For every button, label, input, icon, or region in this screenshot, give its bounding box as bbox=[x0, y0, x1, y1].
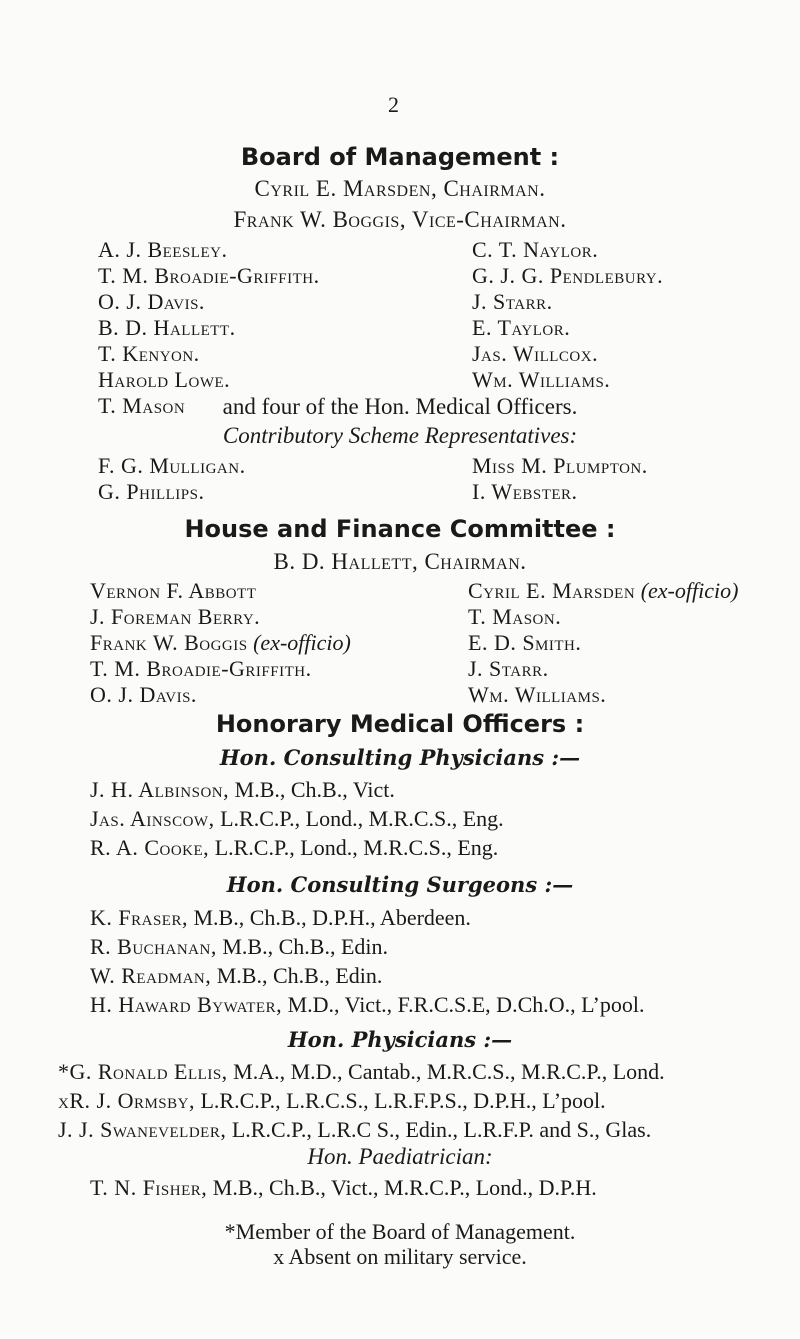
list-item: Miss M. Plumpton. bbox=[472, 453, 648, 478]
doctor-name: xR. J. Ormsby, bbox=[58, 1088, 195, 1113]
list-item bbox=[90, 682, 351, 708]
list-item bbox=[468, 656, 738, 682]
list-item: J. Starr. bbox=[472, 289, 553, 314]
doctor-entry bbox=[90, 961, 645, 990]
list-item bbox=[90, 630, 351, 656]
doctor-name: H. Haward Bywater, bbox=[90, 992, 283, 1017]
member-name: J. Foreman Berry. bbox=[90, 604, 261, 629]
house-finance-chairman: B. D. Hallett, Chairman. bbox=[273, 549, 527, 574]
member-name: O. J. Davis. bbox=[90, 682, 197, 707]
list-item bbox=[468, 682, 738, 708]
doctor-name: R. Buchanan, bbox=[90, 934, 217, 959]
paediatrician-heading: Hon. Paediatrician: bbox=[307, 1144, 493, 1169]
list-item bbox=[468, 578, 738, 604]
footnote-member: *Member of the Board of Management. bbox=[224, 1219, 576, 1244]
physicians-heading: Hon. Physicians :— bbox=[287, 1027, 513, 1052]
board-chairman: Cyril E. Marsden, Chairman. bbox=[254, 176, 546, 201]
member-note: (ex-officio) bbox=[635, 578, 739, 603]
list-item: Harold Lowe. bbox=[98, 367, 231, 392]
contributory-heading: Contributory Scheme Representatives: bbox=[222, 423, 578, 448]
doctor-qualifications: L.R.C.P., L.R.C S., Edin., L.R.F.P. and S., Glas. bbox=[226, 1117, 652, 1142]
doctor-entry bbox=[90, 903, 645, 932]
list-item bbox=[90, 578, 351, 604]
member-note: (ex-officio) bbox=[247, 630, 351, 655]
list-item bbox=[90, 604, 351, 630]
board-vice-chairman: Frank W. Boggis, Vice-Chairman. bbox=[233, 207, 567, 232]
member-name: Wm. Williams. bbox=[468, 682, 607, 707]
list-item: F. G. Mulligan. bbox=[98, 453, 246, 478]
member-name: Cyril E. Marsden bbox=[468, 578, 636, 603]
doctor-entry bbox=[58, 1115, 665, 1144]
board-right-list bbox=[472, 237, 663, 393]
house-left-list bbox=[90, 578, 351, 708]
doctor-qualifications: L.R.C.P., L.R.C.S., L.R.F.P.S., D.P.H., L’pool. bbox=[194, 1088, 606, 1113]
member-name: E. D. Smith. bbox=[468, 630, 582, 655]
contrib-right-list bbox=[472, 453, 648, 505]
list-item: C. T. Naylor. bbox=[472, 237, 599, 262]
board-medical-line: and four of the Hon. Medical Officers. bbox=[222, 394, 578, 419]
list-item: G. J. G. Pendlebury. bbox=[472, 263, 664, 288]
contrib-left-list bbox=[98, 453, 246, 505]
member-name: T. M. Broadie-Griffith. bbox=[90, 656, 312, 681]
doctor-name: J. H. Albinson, bbox=[90, 777, 230, 802]
member-name: Frank W. Boggis bbox=[90, 630, 248, 655]
list-item bbox=[90, 656, 351, 682]
member-name: T. Mason. bbox=[468, 604, 562, 629]
doctor-qualifications: M.B., Ch.B., Edin. bbox=[216, 934, 388, 959]
doctor-entry bbox=[90, 833, 504, 862]
doctor-name: J. J. Swanevelder, bbox=[58, 1117, 227, 1142]
doctor-qualifications: L.R.C.P., Lond., M.R.C.S., Eng. bbox=[214, 806, 504, 831]
doctor-qualifications: M.B., Ch.B., Edin. bbox=[211, 963, 383, 988]
doctor-qualifications: L.R.C.P., Lond., M.R.C.S., Eng. bbox=[209, 835, 499, 860]
list-item: T. Mason bbox=[98, 393, 186, 418]
list-item: Jas. Willcox. bbox=[472, 341, 599, 366]
board-heading: Board of Management : bbox=[240, 143, 560, 171]
list-item: E. Taylor. bbox=[472, 315, 571, 340]
member-name: Vernon F. Abbott bbox=[90, 578, 257, 603]
consulting-surgeons-list bbox=[90, 903, 645, 1019]
consulting-surgeons-heading: Hon. Consulting Surgeons :— bbox=[226, 872, 574, 897]
member-name: J. Starr. bbox=[468, 656, 549, 681]
doctor-qualifications: M.B., Ch.B., D.P.H., Aberdeen. bbox=[187, 905, 471, 930]
paediatrician-name: T. N. Fisher, bbox=[90, 1175, 208, 1200]
list-item: G. Phillips. bbox=[98, 479, 205, 504]
list-item: A. J. Beesley. bbox=[98, 237, 228, 262]
consulting-physicians-heading: Hon. Consulting Physicians :— bbox=[219, 745, 581, 770]
footnote-absent: x Absent on military service. bbox=[273, 1244, 527, 1269]
doctor-entry bbox=[90, 804, 504, 833]
list-item: T. Kenyon. bbox=[98, 341, 200, 366]
doctor-qualifications: M.B., Ch.B., Vict. bbox=[229, 777, 395, 802]
page-number: 2 bbox=[388, 92, 399, 117]
list-item: I. Webster. bbox=[472, 479, 578, 504]
house-right-list bbox=[468, 578, 738, 708]
doctor-name: Jas. Ainscow, bbox=[90, 806, 215, 831]
doctor-entry bbox=[90, 932, 645, 961]
list-item bbox=[468, 604, 738, 630]
doctor-name: K. Fraser, bbox=[90, 905, 188, 930]
doctor-entry bbox=[90, 775, 504, 804]
list-item: B. D. Hallett. bbox=[98, 315, 236, 340]
doctor-name: *G. Ronald Ellis, bbox=[58, 1059, 228, 1084]
paediatrician-line bbox=[90, 1175, 597, 1201]
paediatrician-quals: M.B., Ch.B., Vict., M.R.C.P., Lond., D.P.H. bbox=[212, 1175, 597, 1200]
physicians-list bbox=[58, 1057, 665, 1144]
doctor-qualifications: M.A., M.D., Cantab., M.R.C.S., M.R.C.P., Lond. bbox=[227, 1059, 665, 1084]
doctor-entry bbox=[58, 1086, 665, 1115]
doctor-entry bbox=[90, 990, 645, 1019]
board-left-list bbox=[98, 237, 320, 419]
consulting-physicians-list bbox=[90, 775, 504, 862]
doctor-name: W. Readman, bbox=[90, 963, 212, 988]
house-finance-heading: House and Finance Committee : bbox=[184, 515, 616, 543]
list-item: Wm. Williams. bbox=[472, 367, 611, 392]
medical-heading: Honorary Medical Officers : bbox=[215, 710, 585, 738]
list-item: T. M. Broadie-Griffith. bbox=[98, 263, 320, 288]
list-item bbox=[468, 630, 738, 656]
list-item: O. J. Davis. bbox=[98, 289, 205, 314]
doctor-name: R. A. Cooke, bbox=[90, 835, 210, 860]
doctor-entry bbox=[58, 1057, 665, 1086]
doctor-qualifications: M.D., Vict., F.R.C.S.E, D.Ch.O., L’pool. bbox=[282, 992, 645, 1017]
